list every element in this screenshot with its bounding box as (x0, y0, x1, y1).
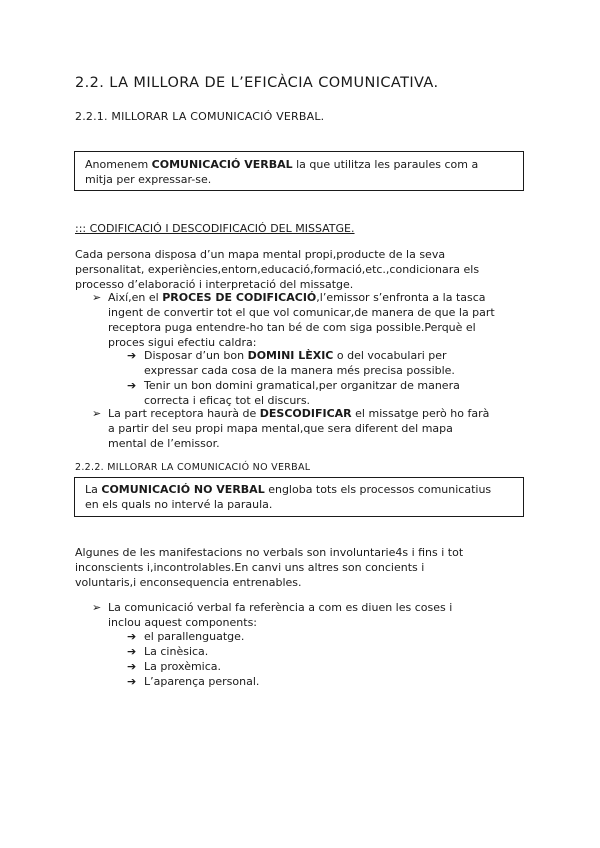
bullet-line: mental de l’emissor. (108, 437, 220, 450)
paragraph-line: inconscients i,incontrolables.En canvi uns altres son concients i (75, 561, 425, 574)
list-item: el parallenguatge. (144, 630, 245, 643)
page-title: 2.2. LA MILLORA DE L’EFICÀCIA COMUNICATIVA. (75, 75, 439, 91)
bullet-line: ingent de convertir tot el que vol comunicar,de manera de que la part (108, 306, 495, 319)
definition-line: La COMUNICACIÓ NO VERBAL engloba tots els processos comunicatius (85, 483, 492, 496)
arrow-line: Tenir un bon domini gramatical,per organitzar de manera (144, 379, 460, 392)
list-item: La proxèmica. (144, 660, 222, 673)
arrow-marker: ➔ (127, 379, 137, 392)
paragraph-line: Algunes de les manifestacions no verbals son involuntarie4s i fins i tot (75, 546, 464, 559)
arrow-line: Disposar d’un bon DOMINI LÈXIC o del vocabulari per (144, 349, 447, 362)
bullet-line: proces sigui efectiu caldra: (108, 336, 257, 349)
bullet-line: inclou aquest components: (108, 616, 257, 629)
definition-line: mitja per expressar-se. (85, 173, 212, 186)
paragraph-line: personalitat, experiències,entorn,educació,formació,etc.,condicionara els (75, 263, 480, 276)
definition-box-verbal (74, 151, 524, 191)
arrow-marker: ➔ (127, 630, 137, 643)
list-item: L’aparença personal. (144, 675, 260, 688)
arrow-marker: ➔ (127, 645, 137, 658)
paragraph-line: processo d’elaboració i interpretació del missatge. (75, 278, 354, 291)
bullet-line: Així,en el PROCES DE CODIFICACIÓ,l’emissor s’enfronta a la tasca (108, 291, 486, 304)
definition-box-nonverbal (74, 477, 524, 517)
arrow-marker: ➔ (127, 675, 137, 688)
bullet-marker: ➢ (92, 601, 102, 614)
definition-line: Anomenem COMUNICACIÓ VERBAL la que utilitza les paraules com a (85, 158, 479, 171)
section-heading-nonverbal: 2.2.2. MILLORAR LA COMUNICACIÓ NO VERBAL (75, 462, 311, 473)
codification-heading: ::: CODIFICACIÓ I DESCODIFICACIÓ DEL MISSATGE. (75, 222, 355, 235)
bullet-line: receptora puga entendre-ho tan bé de com siga possible.Perquè el (108, 321, 476, 334)
bullet-line: La part receptora haurà de DESCODIFICAR el missatge però ho farà (108, 407, 490, 420)
paragraph-line: voluntaris,i enconsequencia entrenables. (75, 576, 302, 589)
bullet-marker: ➢ (92, 407, 102, 420)
arrow-line: correcta i eficaç tot el discurs. (144, 394, 311, 407)
list-item: La cinèsica. (144, 645, 209, 658)
bullet-marker: ➢ (92, 291, 102, 304)
arrow-marker: ➔ (127, 349, 137, 362)
paragraph-line: Cada persona disposa d’un mapa mental propi,producte de la seva (75, 248, 446, 261)
arrow-line: expressar cada cosa de la manera més precisa possible. (144, 364, 455, 377)
section-heading-verbal: 2.2.1. MILLORAR LA COMUNICACIÓ VERBAL. (75, 110, 325, 123)
bullet-line: a partir del seu propi mapa mental,que sera diferent del mapa (108, 422, 453, 435)
bullet-line: La comunicació verbal fa referència a com es diuen les coses i (108, 601, 453, 614)
arrow-marker: ➔ (127, 660, 137, 673)
definition-line: en els quals no intervé la paraula. (85, 498, 273, 511)
